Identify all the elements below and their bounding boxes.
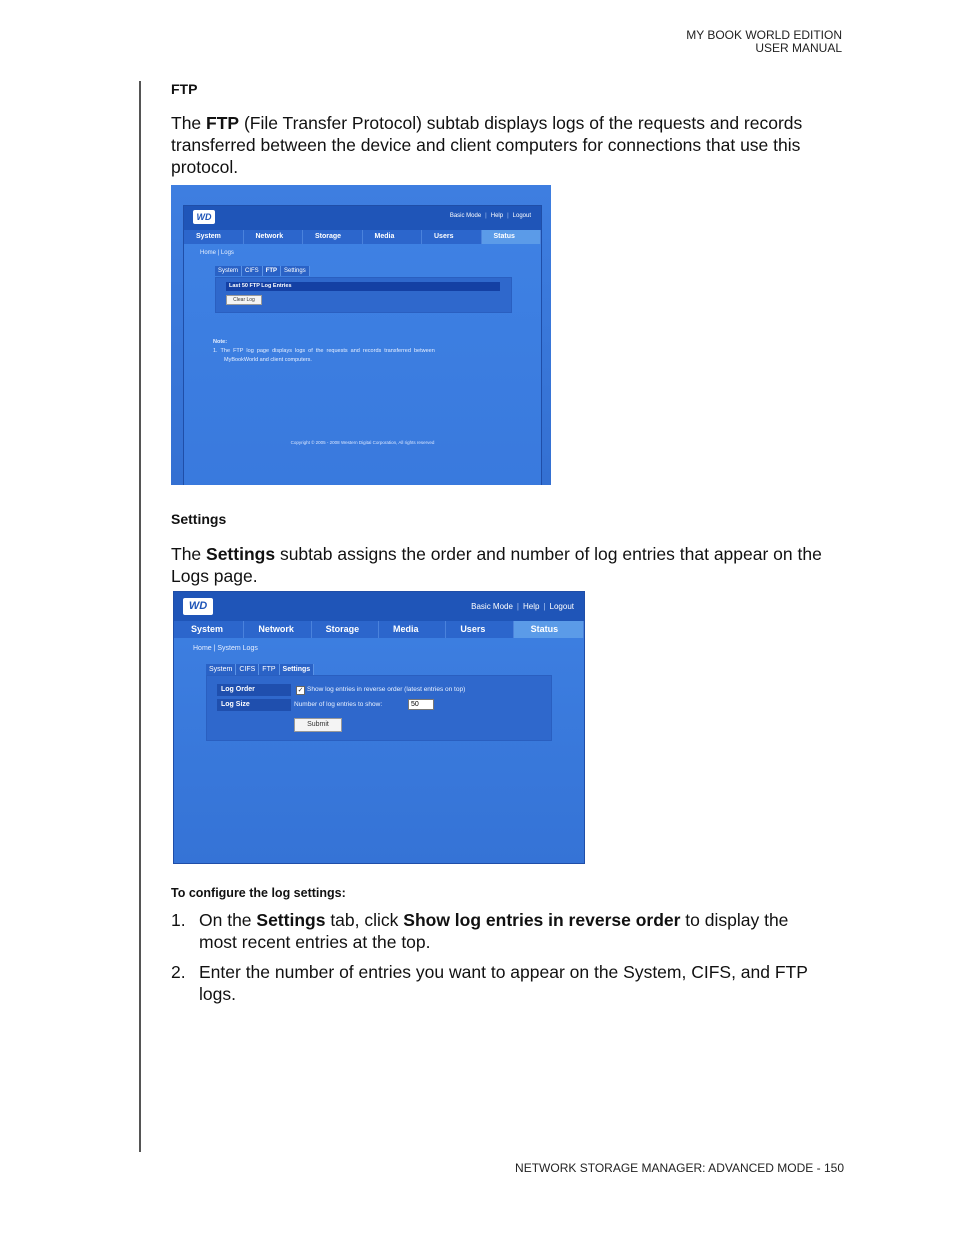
clear-log-button[interactable]: Clear Log — [226, 295, 262, 305]
procedure-heading: To configure the log settings: — [171, 886, 346, 900]
step-text: tab, click — [325, 910, 404, 930]
page-footer: NETWORK STORAGE MANAGER: ADVANCED MODE - 150 — [515, 1161, 844, 1175]
note-title: Note: — [213, 339, 228, 345]
subtab-system[interactable]: System — [206, 664, 236, 675]
tab-network[interactable]: Network — [244, 621, 311, 638]
note-line: MyBookWorld and client computers. — [224, 357, 312, 363]
settings-paragraph — [171, 543, 851, 587]
log-settings-screenshot — [173, 591, 585, 864]
step-text: On the — [199, 910, 257, 930]
browser-frame — [183, 205, 542, 485]
ftp-para-line: transferred between the device and client computers for connections that use this — [171, 135, 801, 155]
tab-storage[interactable]: Storage — [312, 621, 379, 638]
log-order-label: Log Order — [217, 684, 291, 696]
top-bar — [184, 206, 541, 230]
log-order-checkbox[interactable]: ✓ — [297, 687, 304, 694]
step-text: logs. — [199, 984, 236, 1004]
help-link[interactable]: Help — [523, 602, 540, 611]
ftp-para-bold: FTP — [206, 113, 240, 133]
tab-system[interactable]: System — [184, 230, 244, 244]
settings-heading: Settings — [171, 511, 227, 527]
settings-para-text: The — [171, 544, 207, 564]
help-link[interactable]: Help — [490, 213, 504, 219]
tab-network[interactable]: Network — [244, 230, 304, 244]
log-panel-header: Last 50 FTP Log Entries — [226, 282, 500, 291]
top-bar — [174, 592, 584, 621]
settings-para-bold: Settings — [206, 544, 276, 564]
ftp-para-line: protocol. — [171, 157, 239, 177]
note-block — [213, 338, 435, 365]
tab-status[interactable]: Status — [514, 621, 584, 638]
note-line: 1. The FTP log page displays logs of the requests and records transferred between — [213, 348, 435, 354]
log-subtabs — [206, 664, 314, 675]
subtab-system[interactable]: System — [215, 266, 242, 276]
subtab-settings[interactable]: Settings — [281, 266, 310, 276]
step-number: 2. — [171, 962, 186, 982]
log-order-text: Show log entries in reverse order (latest entries on top) — [307, 686, 466, 693]
margin-rule — [139, 81, 141, 1152]
page-header — [686, 29, 842, 55]
header-title: MY BOOK WORLD EDITION — [686, 28, 842, 42]
step-text: most recent entries at the top. — [199, 932, 431, 952]
subtab-settings[interactable]: Settings — [280, 664, 315, 675]
tab-users[interactable]: Users — [446, 621, 513, 638]
procedure-step-1 — [171, 909, 851, 953]
settings-panel — [206, 675, 552, 741]
tab-media[interactable]: Media — [379, 621, 446, 638]
tab-status[interactable]: Status — [482, 230, 542, 244]
step-text: to display the — [680, 910, 789, 930]
subtab-cifs[interactable]: CIFS — [236, 664, 259, 675]
ftp-logs-screenshot — [171, 185, 551, 485]
submit-button[interactable]: Submit — [294, 718, 342, 732]
top-links: Basic Mode | Help | Logout — [449, 213, 531, 219]
settings-para-text: subtab assigns the order and number of log entries that appear on the — [275, 544, 822, 564]
basic-mode-link[interactable]: Basic Mode — [449, 213, 482, 219]
logout-link[interactable]: Logout — [512, 213, 531, 219]
step-bold: Settings — [256, 910, 326, 930]
tab-storage[interactable]: Storage — [303, 230, 363, 244]
subtab-ftp[interactable]: FTP — [259, 664, 279, 675]
ftp-para-text: The — [171, 113, 207, 133]
procedure-step-2 — [171, 961, 851, 1005]
wd-logo: WD — [183, 598, 213, 615]
wd-logo: WD — [193, 210, 215, 224]
tab-users[interactable]: Users — [422, 230, 482, 244]
tab-system[interactable]: System — [174, 621, 244, 638]
subtab-ftp[interactable]: FTP — [263, 266, 281, 276]
top-links: Basic Mode | Help | Logout — [471, 602, 574, 611]
main-tabs — [174, 621, 584, 638]
ftp-para-text: (File Transfer Protocol) subtab displays logs of the requests and records — [239, 113, 803, 133]
copyright: Copyright © 2005 - 2008 Western Digital Corporation, All rights reserved — [290, 440, 435, 445]
step-text: Enter the number of entries you want to appear on the System, CIFS, and FTP — [199, 962, 808, 982]
subtab-cifs[interactable]: CIFS — [242, 266, 263, 276]
log-subtabs — [215, 266, 310, 276]
tab-media[interactable]: Media — [363, 230, 423, 244]
ftp-heading: FTP — [171, 81, 198, 97]
breadcrumb: Home | System Logs — [193, 645, 258, 652]
settings-para-line: Logs page. — [171, 566, 258, 586]
log-size-input[interactable]: 50 — [408, 699, 434, 710]
step-number: 1. — [171, 910, 186, 930]
header-subtitle: USER MANUAL — [755, 41, 842, 55]
log-size-label: Log Size — [217, 699, 291, 711]
breadcrumb: Home | Logs — [200, 250, 234, 256]
log-panel — [215, 277, 512, 313]
step-bold: Show log entries in reverse order — [403, 910, 681, 930]
logout-link[interactable]: Logout — [549, 602, 574, 611]
main-tabs — [184, 230, 541, 244]
basic-mode-link[interactable]: Basic Mode — [471, 602, 513, 611]
log-size-text: Number of log entries to show: — [294, 701, 383, 708]
ftp-paragraph — [171, 112, 851, 178]
